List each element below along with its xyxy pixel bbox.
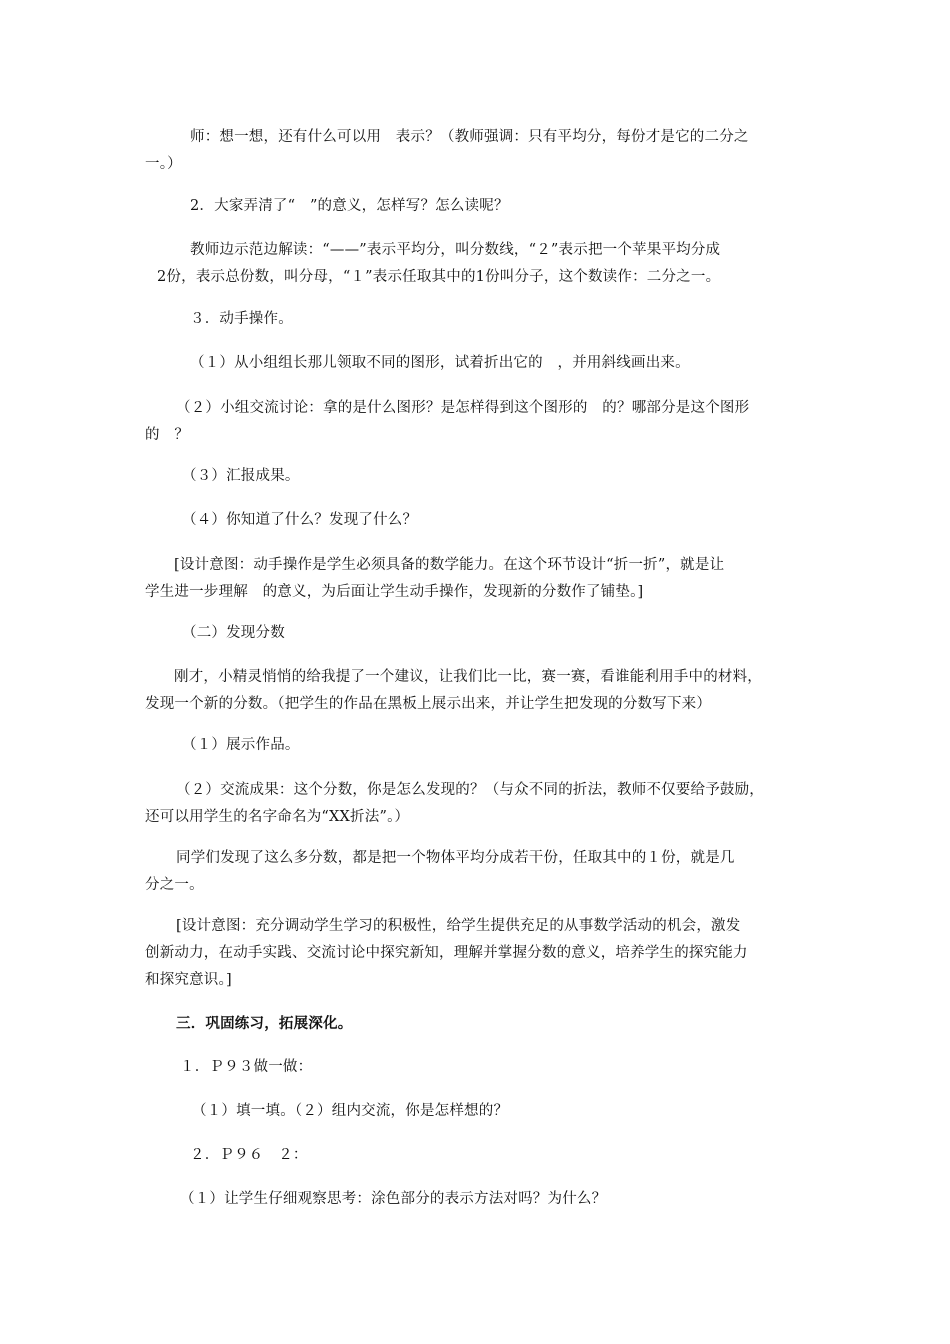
- paragraph-sub-exchange: [145, 777, 764, 831]
- section-heading-practice: [176, 1010, 352, 1037]
- paragraph-sub-2: [145, 395, 750, 449]
- text-line: 创新动力，在动手实践、交流讨论中探究新知，理解并掌握分数的意义，培养学生的探究能力: [145, 945, 748, 961]
- text-line: （２）交流成果：这个分数，你是怎么发现的？（与众不同的折法，教师不仅要给予鼓励，: [176, 782, 764, 798]
- paragraph-item-3: [190, 306, 293, 333]
- text-line: （２）小组交流讨论：拿的是什么图形？是怎样得到这个图形的 的？哪部分是这个图形: [176, 400, 750, 416]
- text-line: 同学们发现了这么多分数，都是把一个物体平均分成若干份，任取其中的１份，就是几: [176, 850, 735, 866]
- text-line: 教师边示范边解读：“——”表示平均分，叫分数线，“２”表示把一个苹果平均分成: [190, 242, 721, 258]
- paragraph-section-discover: [182, 620, 285, 647]
- paragraph-elf-suggestion: [145, 664, 762, 718]
- paragraph-teacher-question: [145, 124, 749, 178]
- text-line: （１）填一填。（２）组内交流，你是怎样想的？: [192, 1103, 509, 1119]
- paragraph-sub-4: [182, 507, 417, 534]
- paragraph-summary: [145, 845, 735, 899]
- text-line: （３）汇报成果。: [182, 468, 300, 484]
- text-line: 师：想一想，还有什么可以用 表示？（教师强调：只有平均分，每份才是它的二分之: [190, 129, 749, 145]
- text-line: [设计意图：充分调动学生学习的积极性，给学生提供充足的从事数学活动的机会，激发: [176, 918, 741, 934]
- text-line: 2．大家弄清了“ ”的意义，怎样写？怎么读呢？: [190, 198, 509, 214]
- text-line: ３．动手操作。: [190, 311, 293, 327]
- text-line: （４）你知道了什么？发现了什么？: [182, 512, 418, 528]
- text-line: ２．Ｐ９６ ２：: [190, 1147, 308, 1163]
- text-line: （１）展示作品。: [182, 737, 300, 753]
- paragraph-teacher-explain: [157, 237, 721, 291]
- paragraph-exercise-2: [190, 1142, 308, 1169]
- text-line: 的 ？: [145, 427, 190, 443]
- paragraph-item-2: [190, 193, 509, 220]
- text-line: 2份，表示总份数，叫分母，“１”表示任取其中的1份叫分子，这个数读作：二分之一。: [157, 269, 721, 285]
- text-line: 一。）: [145, 156, 182, 172]
- paragraph-design-intent-2: [145, 913, 748, 994]
- text-line: （二）发现分数: [182, 625, 285, 641]
- paragraph-exercise-1-sub: [192, 1098, 508, 1125]
- paragraph-exercise-2-sub: [180, 1186, 606, 1213]
- text-line: 分之一。: [145, 877, 204, 893]
- text-line: 学生进一步理解 的意义，为后面让学生动手操作，发现新的分数作了铺垫。]: [145, 584, 644, 600]
- text-line: （１）从小组组长那儿领取不同的图形，试着折出它的 ，并用斜线画出来。: [190, 355, 690, 371]
- text-line: 和探究意识。]: [145, 972, 232, 988]
- text-line: [设计意图：动手操作是学生必须具备的数学能力。在这个环节设计“折一折”，就是让: [174, 557, 725, 573]
- paragraph-sub-1: [190, 350, 690, 377]
- text-line: 还可以用学生的名字命名为“XX折法”。）: [145, 809, 410, 825]
- text-line: 刚才，小精灵悄悄的给我提了一个建议，让我们比一比，赛一赛，看谁能利用手中的材料，: [174, 669, 762, 685]
- paragraph-sub-show: [182, 732, 300, 759]
- text-line: 发现一个新的分数。（把学生的作品在黑板上展示出来，并让学生把发现的分数写下来）: [145, 696, 712, 712]
- text-line: １．Ｐ９３做一做：: [180, 1059, 313, 1075]
- paragraph-sub-3: [182, 463, 300, 490]
- text-line: （１）让学生仔细观察思考：涂色部分的表示方法对吗？为什么？: [180, 1191, 607, 1207]
- text-line: 三．巩固练习，拓展深化。: [176, 1015, 353, 1032]
- paragraph-design-intent-1: [145, 552, 725, 606]
- paragraph-exercise-1: [180, 1054, 312, 1081]
